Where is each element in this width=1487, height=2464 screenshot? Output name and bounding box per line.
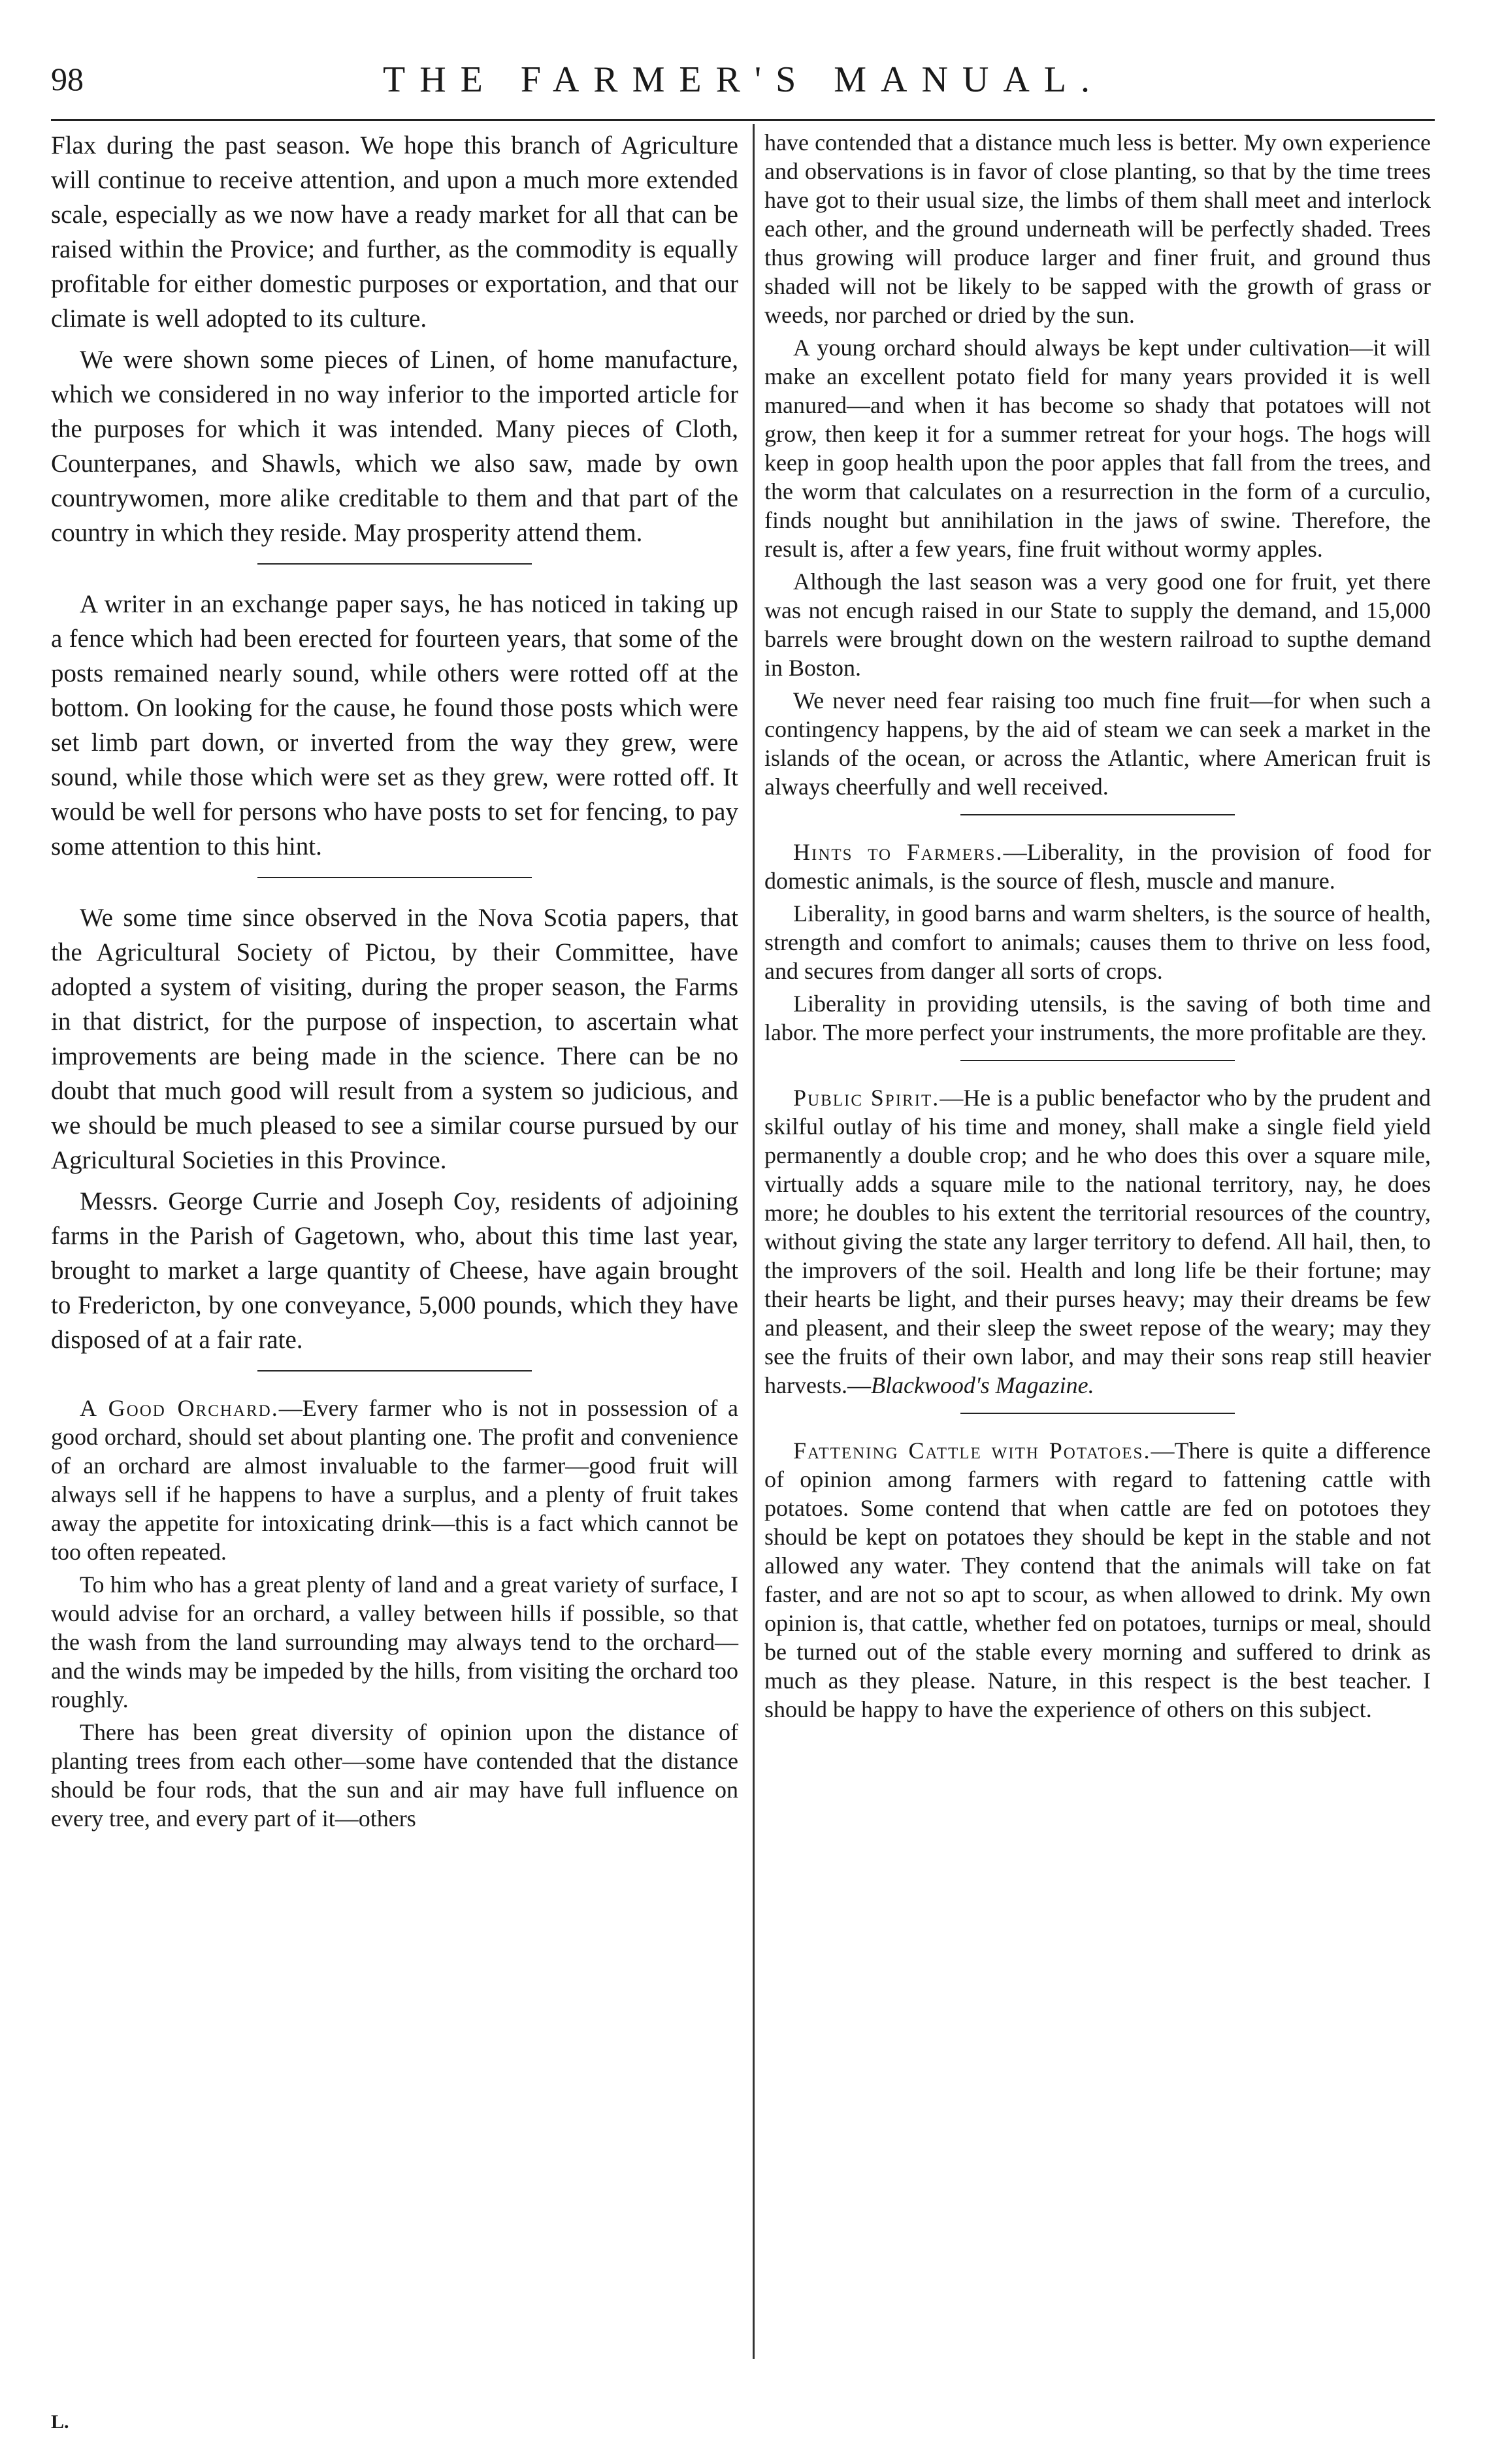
hints-heading: Hints to Farmers. (793, 839, 1004, 865)
flax-paragraph: Flax during the past season. We hope this branch of Agriculture will continue to receive attention, and upon a much more extended scale, especially as we now have a ready market for all that can be raised within the Provice; and further, as the commodity is equally profitable for either domestic purposes or exportation, and that our climate is well adopted to its culture. (51, 131, 738, 333)
section-separator (257, 1370, 532, 1372)
public-spirit-source: Blackwood's Magazine. (870, 1372, 1094, 1398)
section-separator (257, 877, 532, 878)
orchard-heading: A Good Orchard. (80, 1395, 279, 1421)
section-separator (960, 1413, 1235, 1414)
section-separator (257, 563, 532, 565)
orchard-site-paragraph: To him who has a great plenty of land and a great variety of surface, I would advise for an orchard, a valley between hills if possible, so that the wash from the land surrounding may always tend to the orchard—and the winds may be impeded by the hills, from visiting the orchard too roughly. (51, 1571, 738, 1713)
orchard-distance-paragraph: There has been great diversity of opinion upon the distance of planting trees from each other—some have contended that the distance should be four rods, that the sun and air may have full influence on every tree, and every part of it—others (51, 1719, 738, 1832)
pictou-society-paragraph: We some time since observed in the Nova Scotia papers, that the Agricultural Society of Pictou, by their Committee, have adopted a system of visiting, during the proper season, the Farms in that district, for the purpose of inspection, to ascertain what improvements are being made in the science. There can be no doubt that much good will result from a system so judicious, and we should be much pleased to see a similar course pursued by our Agricultural Societies in this Province. (51, 904, 738, 1174)
right-column (764, 128, 1431, 1728)
public-spirit-heading: Public Spirit. (793, 1085, 940, 1111)
running-head: THE FARMER'S MANUAL. (383, 59, 1104, 100)
fence-posts-paragraph: A writer in an exchange paper says, he has noticed in taking up a fence which had been erected for fourteen years, that some of the posts remained nearly sound, while others were rotted off at the bottom. On looking for the cause, he found those posts which were set limb part down, or inverted from the way they grew, were sound, while those which were set as they grew, were rotted off. It would be well for persons who have posts to set for fencing, to pay some attention to this hint. (51, 590, 738, 861)
footer-mark: L. (51, 2411, 69, 2433)
column-divider (753, 124, 755, 2359)
fattening-cattle-paragraph (764, 1436, 1431, 1724)
public-spirit-text: —He is a public benefactor who by the prudent and skilful outlay of his time and money, shall make a single field yield permanently a double crop; and he who does this over a square mile, virtually adds a square mile to the national territory, nay, he does more; he doubles to his extent the territorial resources of the country, without giving the state any larger territory to defend. All hail, then, to the improvers of the soil. Health and long life be their fortune; may their hearts be light, and their purses heavy; may their dreams be few and pleasent, and their sleep the sweet repose of the weary; may they see the fruits of their own labor, and may their sons reap still heavier harvests.— (764, 1085, 1431, 1398)
orchard-paragraph (51, 1394, 738, 1566)
left-column (51, 128, 738, 1837)
barns-paragraph: Liberality, in good barns and warm shelters, is the source of health, strength and comfort to animals; causes them to thrive on less food, and secures from danger all sorts of crops. (764, 900, 1431, 984)
close-planting-paragraph: have contended that a distance much less is better. My own experience and observations is in favor of close planting, so that by the time trees have got to their usual size, the limbs of them shall meet and interlock each other, and the ground underneath will be perfectly shaded. Trees thus growing will produce larger and finer fruit, and ground thus shaded will not be likely to be sapped with the growth of grass or weeds, nor parched or dried by the sun. (764, 129, 1431, 328)
page-number: 98 (51, 61, 84, 97)
public-spirit-paragraph (764, 1083, 1431, 1400)
section-separator (960, 814, 1235, 815)
utensils-paragraph: Liberality in providing utensils, is the saving of both time and labor. The more perfect your instruments, the more profitable are they. (764, 991, 1431, 1045)
orchard-text: —Every farmer who is not in possession of a good orchard, should set about planting one. The profit and convenience of an orchard are almost invaluable to the farmer—good fruit will always sell if he happens to have a surplus, and a plenty of fruit takes away the appetite for intoxicating drink—this is a fact which cannot be too often repeated. (51, 1395, 738, 1565)
hints-text: —Liberality, in the provision of food for domestic animals, is the source of flesh, muscle and manure. (764, 839, 1431, 894)
fruit-market-paragraph: We never need fear raising too much fine fruit—for when such a contingency happens, by the aid of steam we can seek a market in the islands of the ocean, or across the Atlantic, where American fruit is always cheerfully and well received. (764, 687, 1431, 800)
young-orchard-paragraph: A young orchard should always be kept under cultivation—it will make an excellent potato field for many years provided it is well manured—and when it has become so shady that potatoes will not grow, then keep it for a summer retreat for your hogs. The hogs will keep in goop health upon the poor apples that fall from the trees, and the worm that calculates on a resurrection in the form of a curculio, finds nought but annihilation in the jaws of swine. Therefore, the result is, after a few years, fine fruit without wormy apples. (764, 335, 1431, 562)
cheese-paragraph: Messrs. George Currie and Joseph Coy, residents of adjoining farms in the Parish of Gagetown, who, about this time last year, brought to market a large quantity of Cheese, have again brought to Fredericton, by one conveyance, 5,000 pounds, which they have disposed of at a fair rate. (51, 1187, 738, 1354)
fruit-demand-paragraph: Although the last season was a very good one for fruit, yet there was not encugh raised in our State to supply the demand, and 15,000 barrels were brought down on the western railroad to supthe demand in Boston. (764, 568, 1431, 681)
fattening-cattle-text: —There is quite a difference of opinion among farmers with regard to fattening cattle with potatoes. Some contend that when cattle are fed on pototoes they should be kept on potatoes they should be kept in the stable and not allowed any water. They contend that the animals will take on fat faster, and are not so apt to scour, as when allowed to drink. My own opinion is, that cattle, whether fed on potatoes, turnips or meal, should be turned out of the stable every morning and suffered to drink as much as they please. Nature, in this respect is the best teacher. I should be happy to have the experience of others on this subject. (764, 1437, 1431, 1722)
header-rule (51, 119, 1435, 121)
fattening-cattle-heading: Fattening Cattle with Potatoes. (793, 1437, 1151, 1464)
linen-paragraph: We were shown some pieces of Linen, of home manufacture, which we considered in no way inferior to the imported article for the purposes for which it was intended. Many pieces of Cloth, Counterpanes, and Shawls, which we also saw, made by own countrywomen, more alike creditable to them and that part of the country in which they reside. May prosperity attend them. (51, 346, 738, 547)
section-separator (960, 1060, 1235, 1061)
hints-paragraph (764, 838, 1431, 895)
